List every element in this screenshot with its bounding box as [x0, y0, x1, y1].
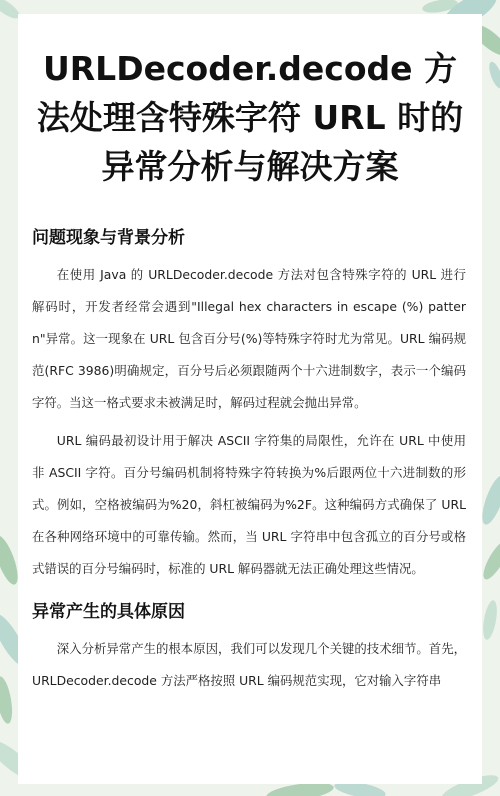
paragraph: 深入分析异常产生的根本原因，我们可以发现几个关键的技术细节。首先，URLDecoder.decode 方法严格按照 URL 编码规范实现，它对输入字符串 [32, 641, 466, 688]
document-title: URLDecoder.decode 方法处理含特殊字符 URL 时的异常分析与解决方案 [36, 49, 464, 186]
document-page [18, 14, 482, 784]
section-heading-causes: 异常产生的具体原因 [32, 602, 185, 622]
section-heading-background: 问题现象与背景分析 [32, 228, 185, 248]
paragraph: URL 编码最初设计用于解决 ASCII 字符集的局限性，允许在 URL 中使用非 ASCII 字符。百分号编码机制将特殊字符转换为%后跟两位十六进制数的形式。例如，空格被编码为%20，斜杠被编码为%2F。这种编码方式确保了 URL 在各种网络环境中的可靠传输。然而，当 URL 字符串中包含孤立的百分号或格式错误的百分号编码时，标准的 URL 解码器就无法正确处理这些情况。 [32, 433, 467, 576]
paragraph: 在使用 Java 的 URLDecoder.decode 方法对包含特殊字符的 URL 进行解码时，开发者经常会遇到"Illegal hex characters in escape (%) pattern"异常。这一现象在 URL 包含百分号(%)等特殊字符时尤为常见。URL 编码规范(RFC 3986)明确规定，百分号后必须跟随两个十六进制数字，表示一个编码字符。当这一格式要求未被满足时，解码过程就会抛出异常。 [32, 267, 466, 410]
